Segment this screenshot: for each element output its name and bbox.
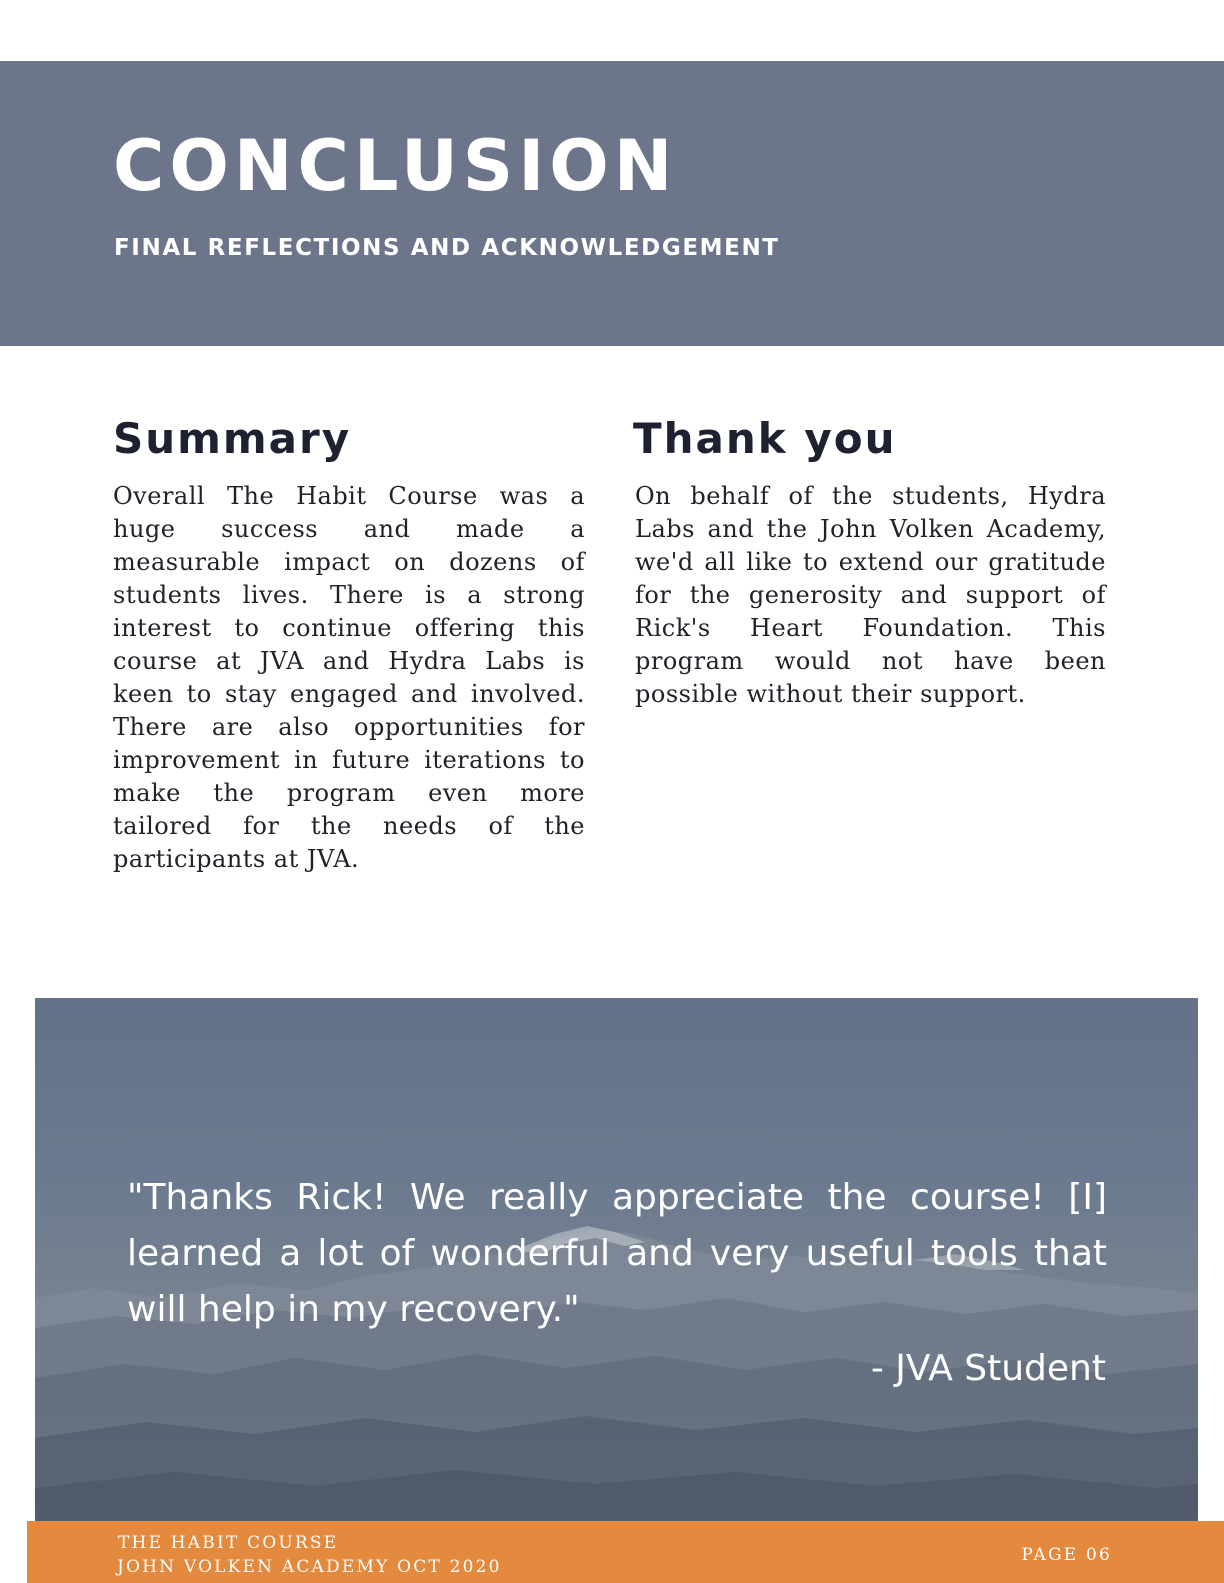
thank-you-heading: Thank you — [633, 414, 897, 463]
summary-heading: Summary — [113, 414, 352, 463]
page-subtitle: FINAL REFLECTIONS AND ACKNOWLEDGEMENT — [114, 235, 780, 261]
summary-body: Overall The Habit Course was a huge success and made a measurable impact on dozens of students lives. There is a strong interest to continue offering this course at JVA and Hydra Labs is keen to stay engaged and involved. There are also opportunities for improvement in future iterations to make the program even more tailored for the needs of the participants at JVA. — [113, 482, 585, 873]
page-title: CONCLUSION — [113, 125, 678, 207]
testimonial-quote: "Thanks Rick! We really appreciate the course! [I] learned a lot of wonderful and very useful tools that will help in my recovery." — [127, 1177, 1107, 1330]
thank-you-body: On behalf of the students, Hydra Labs and the John Volken Academy, we'd all like to extend our gratitude for the generosity and support of Rick's Heart Foundation. This program would not have been possible without their support. — [635, 482, 1106, 708]
page-number: PAGE 06 — [1021, 1545, 1112, 1565]
testimonial-attribution: - JVA Student — [870, 1348, 1106, 1389]
quote-panel — [35, 998, 1198, 1522]
footer-academy-date: JOHN VOLKEN ACADEMY OCT 2020 — [117, 1557, 502, 1577]
footer-course-name: THE HABIT COURSE — [118, 1533, 339, 1553]
page-footer — [27, 1521, 1224, 1583]
